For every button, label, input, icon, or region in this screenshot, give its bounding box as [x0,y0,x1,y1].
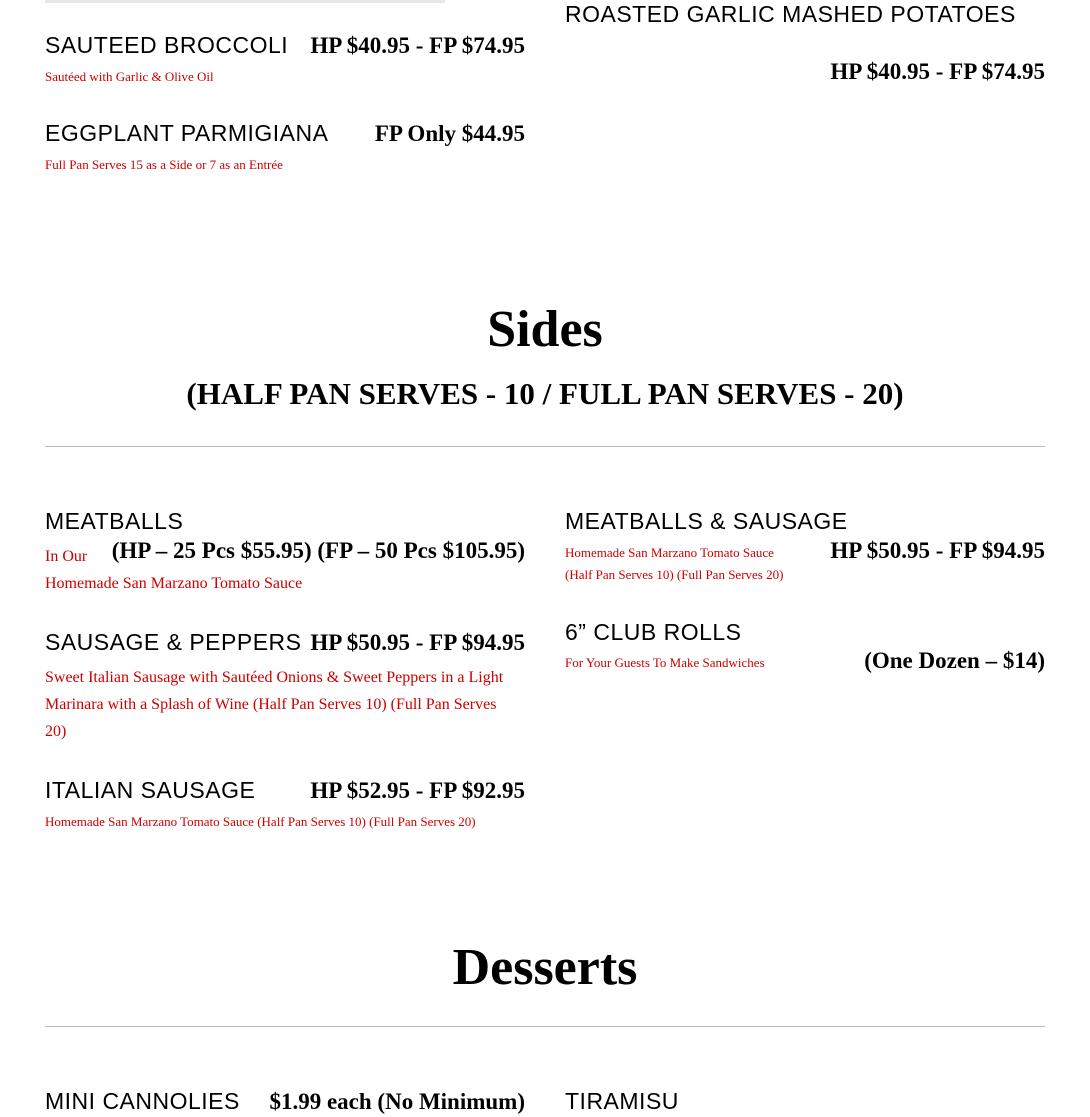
item-desc-broccoli: Sautéed with Garlic & Olive Oil [45,69,214,84]
item-desc-meatballs-sausage-line2: (Half Pan Serves 10) (Full Pan Serves 20) [565,567,784,582]
item-name-sausage-peppers: SAUSAGE & PEPPERS [45,629,302,655]
item-price-club-rolls: (One Dozen – $14) [864,648,1045,673]
item-desc-sausage-peppers: Sweet Italian Sausage with Sautéed Onions & Sweet Peppers in a Light Marinara with a Splash of Wine (Half Pan Serves 10) (Full Pan Serves 20) [45,669,504,740]
item-name-eggplant: EGGPLANT PARMIGIANA [45,120,329,146]
section-title-sides: Sides [487,301,603,358]
item-name-club-rolls: 6” CLUB ROLLS [565,619,742,645]
section-title-desserts: Desserts [452,939,638,996]
item-name-broccoli: SAUTEED BROCCOLI [45,32,289,58]
item-name-potatoes: ROASTED GARLIC MASHED POTATOES [565,1,1016,27]
item-desc-eggplant: Full Pan Serves 15 as a Side or 7 as an Entrée [45,157,283,172]
divider-sides [45,446,1045,447]
item-desc-club-rolls: For Your Guests To Make Sandwiches [565,655,765,670]
item-name-italian-sausage: ITALIAN SAUSAGE [45,777,256,803]
item-desc-meatballs-sausage-line1: Homemade San Marzano Tomato Sauce [565,545,774,560]
item-price-meatballs: (HP – 25 Pcs $55.95) (FP – 50 Pcs $105.95) [111,538,525,563]
cut-off-text-line [45,0,445,3]
item-name-mini-cannolies: MINI CANNOLIES [45,1088,240,1114]
item-price-sausage-peppers: HP $50.95 - FP $94.95 [310,630,525,655]
section-subtitle-sides: (HALF PAN SERVES - 10 / FULL PAN SERVES - 20) [186,376,904,411]
item-desc-meatballs: Homemade San Marzano Tomato Sauce [45,575,303,592]
item-name-meatballs: MEATBALLS [45,508,184,534]
item-price-eggplant: FP Only $44.95 [374,121,525,146]
item-price-mini-cannolies: $1.99 each (No Minimum) [269,1089,525,1114]
item-price-meatballs-sausage: HP $50.95 - FP $94.95 [830,538,1045,563]
item-price-potatoes: HP $40.95 - FP $74.95 [830,59,1045,84]
divider-desserts [45,1026,1045,1027]
item-desc-italian-sausage: Homemade San Marzano Tomato Sauce (Half Pan Serves 10) (Full Pan Serves 20) [45,814,476,829]
item-desc-prefix-meatballs: In Our [45,548,88,565]
item-price-broccoli: HP $40.95 - FP $74.95 [310,33,525,58]
item-name-meatballs-sausage: MEATBALLS & SAUSAGE [565,508,848,534]
item-price-italian-sausage: HP $52.95 - FP $92.95 [310,778,525,803]
item-name-tiramisu: TIRAMISU [565,1088,679,1114]
